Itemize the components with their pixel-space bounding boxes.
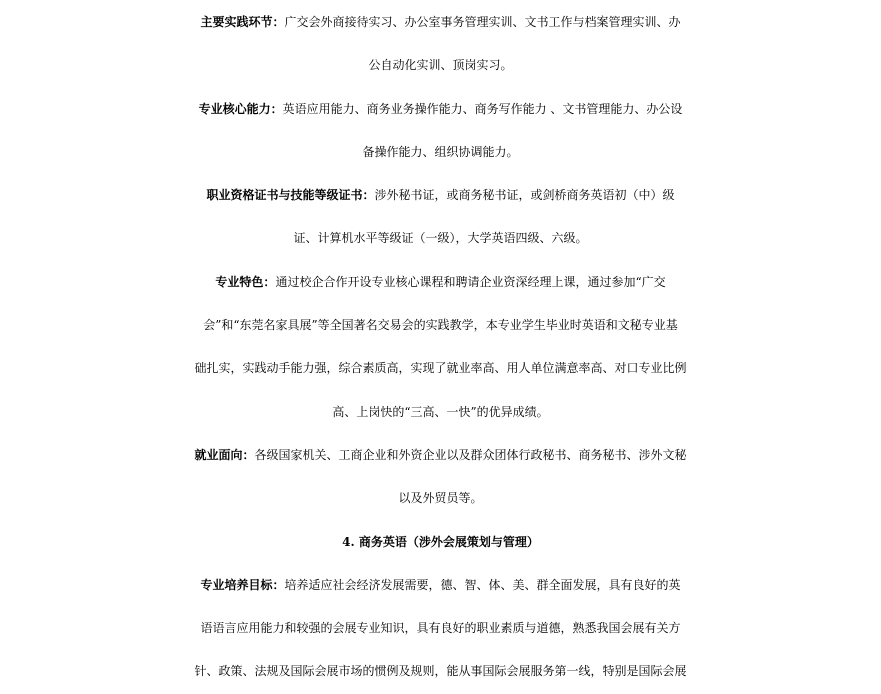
core-ability-text: 英语应用能力、商务业务操作能力、商务写作能力 、文书管理能力、办公设 bbox=[282, 101, 683, 116]
employment-label: 就业面向： bbox=[194, 447, 255, 462]
employment-text: 以及外贸员等。 bbox=[398, 491, 483, 506]
practice-section-text: 广交会外商接待实习、办公室事务管理实训、文书工作与档案管理实训、办 bbox=[284, 15, 681, 29]
certificate-line-1 bbox=[0, 174, 881, 217]
feature-line-2 bbox=[0, 304, 881, 347]
training-goal-line-3 bbox=[0, 650, 881, 693]
core-ability-line-2 bbox=[0, 131, 881, 174]
practice-section-line-1 bbox=[0, 1, 881, 44]
training-goal-text: 培养适应社会经济发展需要，德、智、体、美、群全面发展，具有良好的英 bbox=[284, 577, 681, 592]
practice-section-label: 主要实践环节： bbox=[200, 15, 285, 29]
core-ability-line-1 bbox=[0, 88, 881, 131]
feature-line-3 bbox=[0, 347, 881, 390]
feature-line-1 bbox=[0, 261, 881, 304]
core-ability-label: 专业核心能力： bbox=[198, 101, 283, 116]
feature-text: 础扎实，实践动手能力强，综合素质高，实现了就业率高、用人单位满意率高、对口专业比例 bbox=[194, 361, 687, 376]
employment-text: 各级国家机关、工商企业和外资企业以及群众团体行政秘书、商务秘书、涉外文秘 bbox=[254, 447, 687, 462]
training-goal-text: 针、政策、法规及国际会展市场的惯例及规则，能从事国际会展服务第一线，特别是国际会展 bbox=[194, 664, 687, 679]
training-goal-text: 语语言应用能力和较强的会展专业知识，具有良好的职业素质与道德，熟悉我国会展有关方 bbox=[200, 621, 681, 636]
certificate-line-2 bbox=[0, 217, 881, 260]
employment-line-2 bbox=[0, 477, 881, 520]
feature-text: 会”和“东莞名家具展”等全国著名交易会的实践教学，本专业学生毕业时英语和文秘专业基 bbox=[203, 318, 678, 333]
feature-line-4 bbox=[0, 391, 881, 434]
training-goal-line-2 bbox=[0, 607, 881, 650]
practice-section-line-2 bbox=[0, 44, 881, 87]
training-goal-label: 专业培养目标： bbox=[200, 577, 285, 592]
certificate-label: 职业资格证书与技能等级证书： bbox=[206, 188, 375, 203]
feature-label: 专业特色： bbox=[215, 274, 276, 289]
section-heading: 4. 商务英语（涉外会展策划与管理） bbox=[342, 534, 539, 549]
training-goal-line-1 bbox=[0, 564, 881, 607]
certificate-text: 涉外秘书证，或商务秘书证，或剑桥商务英语初（中）级 bbox=[374, 188, 675, 203]
practice-section-text: 公自动化实训、顶岗实习。 bbox=[368, 58, 513, 73]
feature-text: 高、上岗快的“三高、一快”的优异成绩。 bbox=[332, 404, 549, 419]
certificate-text: 证、计算机水平等级证（一级），大学英语四级、六级。 bbox=[293, 231, 588, 246]
employment-line-1 bbox=[0, 434, 881, 477]
core-ability-text: 备操作能力、组织协调能力。 bbox=[362, 144, 519, 159]
feature-text: 通过校企合作开设专业核心课程和聘请企业资深经理上课，通过参加“广交 bbox=[275, 274, 666, 289]
